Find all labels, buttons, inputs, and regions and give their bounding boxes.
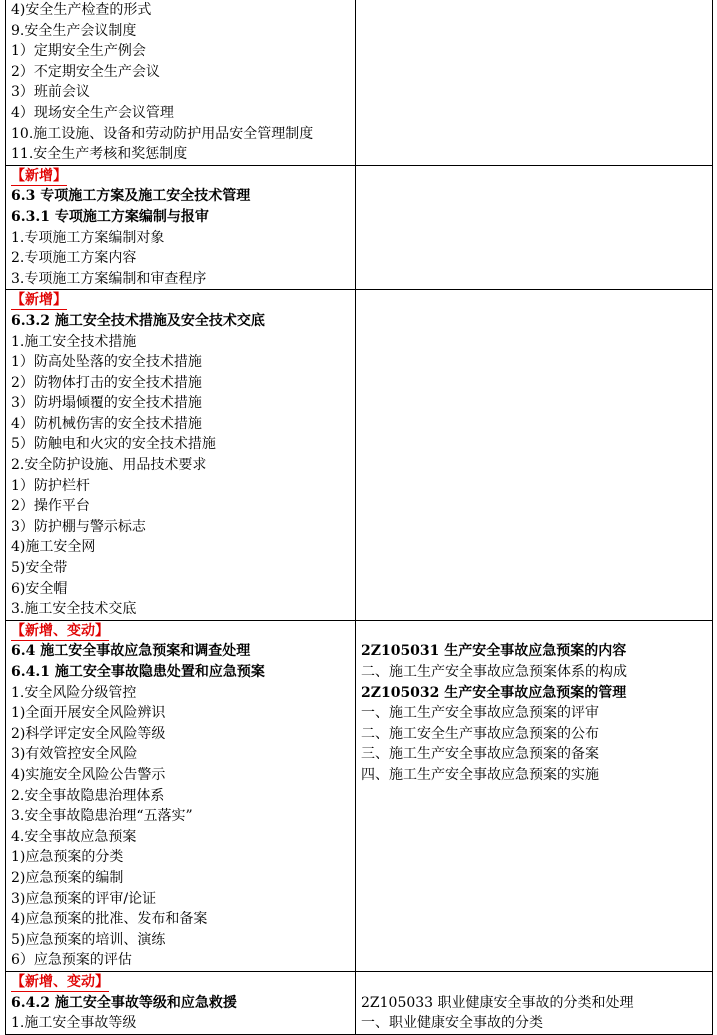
change-tag: 【新增】 [11,167,67,184]
section-heading: 6.3 专项施工方案及施工安全技术管理 [11,188,251,205]
line: 1.安全风险分级管控 [11,684,137,701]
line: 3.安全事故隐患治理“五落实” [11,808,193,825]
table-row [6,620,713,971]
line: 二、施工生产安全事故应急预案体系的构成 [361,664,627,680]
table-row [6,971,713,1034]
line: 2.专项施工方案内容 [11,250,137,267]
section-heading: 2Z105032 生产安全事故应急预案的管理 [361,684,627,701]
line: 3）防护棚与警示标志 [11,518,146,535]
line: 11.安全生产考核和奖惩制度 [11,146,188,163]
left-cell [6,0,356,165]
left-cell [6,290,356,621]
line: 2)科学评定安全风险等级 [11,725,166,742]
line: 1.专项施工方案编制对象 [11,229,165,246]
line: 4）防机械伤害的安全技术措施 [11,415,202,432]
comparison-table [5,0,713,1035]
line: 2）防物体打击的安全技术措施 [11,374,202,391]
line: 6)安全帽 [11,580,68,597]
line: 4）现场安全生产会议管理 [11,104,174,121]
left-cell [6,620,356,971]
left-cell [6,165,356,290]
line: 1.施工安全事故等级 [11,1015,137,1032]
line: 5)安全带 [11,560,68,577]
section-heading: 6.4.1 施工安全事故隐患处置和应急预案 [11,664,265,680]
table-row [6,0,713,165]
line: 2.安全事故隐患治理体系 [11,787,165,804]
line: 4)应急预案的批准、发布和备案 [11,911,208,928]
line: 3)应急预案的评审/论证 [11,890,157,907]
line: 四、施工生产安全事故应急预案的实施 [361,766,599,783]
right-cell [356,971,713,1034]
line: 3.专项施工方案编制和审查程序 [11,270,207,287]
line: 10.施工设施、设备和劳动防护用品安全管理制度 [11,125,314,142]
right-cell [356,620,713,971]
line: 5）防触电和火灾的安全技术措施 [11,436,216,453]
change-tag: 【新增】 [11,292,67,309]
line: 2）操作平台 [11,498,90,515]
line: 1）防高处坠落的安全技术措施 [11,354,202,371]
right-cell [356,0,713,165]
section-heading: 6.3.2 施工安全技术措施及安全技术交底 [11,312,265,329]
line: 1）定期安全生产例会 [11,43,146,60]
section-heading: 2Z105031 生产安全事故应急预案的内容 [361,643,627,660]
right-cell [356,290,713,621]
line: 3）防坍塌倾覆的安全技术措施 [11,395,202,412]
line: 3.施工安全技术交底 [11,601,137,618]
line: 4)安全生产检查的形式 [11,2,152,18]
table-body [6,0,713,1034]
section-heading: 2Z105033 职业健康安全事故的分类和处理 [361,994,634,1011]
line: 4.安全事故应急预案 [11,828,137,845]
document-page [5,0,712,1035]
line: 6）应急预案的评估 [11,952,132,969]
line: 3）班前会议 [11,84,90,101]
line: 4)实施安全风险公告警示 [11,766,166,783]
line: 1）防护栏杆 [11,477,90,494]
line: 三、施工生产安全事故应急预案的备案 [361,746,599,763]
line: 5)应急预案的培训、演练 [11,931,166,948]
line: 3)有效管控安全风险 [11,746,138,763]
change-tag: 【新增、变动】 [11,973,109,990]
line: 2.安全防护设施、用品技术要求 [11,457,207,474]
table-row [6,165,713,290]
line: 二、施工安全生产事故应急预案的公布 [361,725,599,742]
table-row [6,290,713,621]
right-cell [356,165,713,290]
change-tag: 【新增、变动】 [11,622,109,639]
line: 2）不定期安全生产会议 [11,63,160,80]
line: 1.施工安全技术措施 [11,333,137,350]
left-cell [6,971,356,1034]
section-heading: 6.3.1 专项施工方案编制与报审 [11,208,209,225]
section-heading: 6.4 施工安全事故应急预案和调查处理 [11,643,251,660]
line: 1)应急预案的分类 [11,849,124,866]
line: 9.安全生产会议制度 [11,22,137,39]
line: 1)全面开展安全风险辨识 [11,705,166,722]
line: 2)应急预案的编制 [11,869,124,886]
section-heading: 6.4.2 施工安全事故等级和应急救援 [11,994,237,1011]
line: 一、施工生产安全事故应急预案的评审 [361,705,599,722]
line: 一、职业健康安全事故的分类 [361,1015,543,1032]
line: 4)施工安全网 [11,539,96,556]
